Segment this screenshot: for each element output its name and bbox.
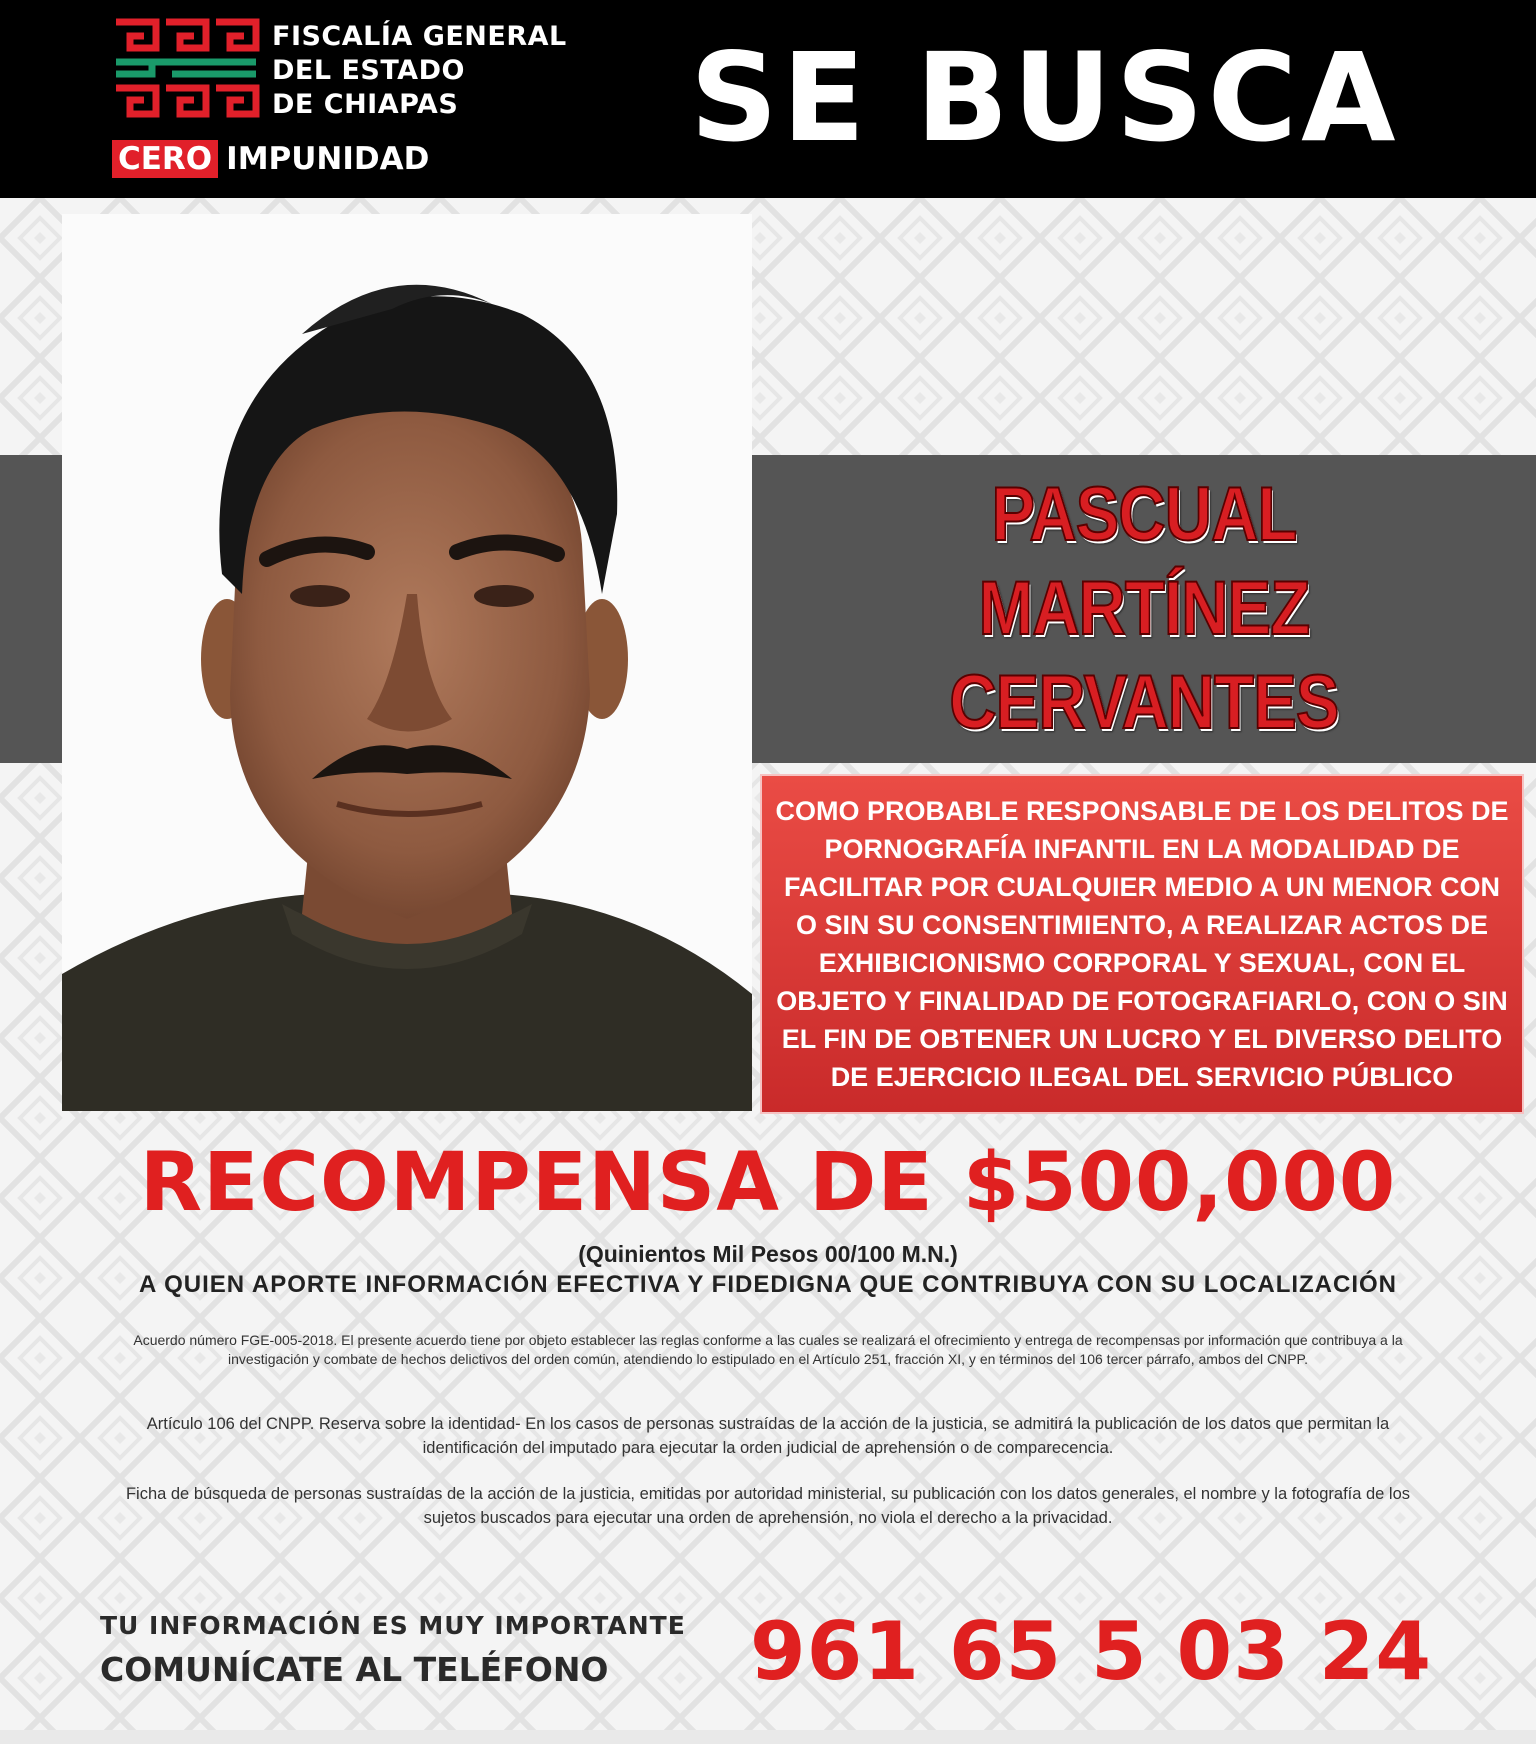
phone-number[interactable]: 961 65 5 03 24 (750, 1605, 1433, 1698)
contact-line-2: COMUNÍCATE AL TELÉFONO (100, 1650, 609, 1689)
slogan-badge (112, 140, 218, 178)
org-line-2: DEL ESTADO (272, 55, 465, 86)
header-bar (0, 0, 1536, 198)
legal-paragraph-3: Ficha de búsqueda de personas sustraídas de la acción de la justicia, emitidas por autoridad ministerial, su publicación con los datos generales, el nombre y la fotografía de los sujetos buscados para ejecutar una orden de aprehensión, no viola el derecho a la privacidad. (125, 1485, 1411, 1527)
suspect-name (807, 468, 1481, 750)
name-line-2: MARTÍNEZ (978, 566, 1310, 651)
page-title: SE BUSCA (690, 27, 1400, 169)
reward-condition: A QUIEN APORTE INFORMACIÓN EFECTIVA Y FIDEDIGNA QUE CONTRIBUYA CON SU LOCALIZACIÓN (138, 1271, 1398, 1298)
organization-name (272, 20, 567, 122)
grey-band-left (0, 455, 62, 763)
charge-description-box (762, 776, 1522, 1112)
name-line-1: PASCUAL (991, 472, 1297, 557)
slogan-red-text: CERO (118, 141, 213, 177)
charge-text: COMO PROBABLE RESPONSABLE DE LOS DELITOS DE PORNOGRAFÍA INFANTIL EN LA MODALIDAD DE FACILITAR POR CUALQUIER MEDIO A UN MENOR CON O SIN SU CONSENTIMIENTO, A REALIZAR ACTOS DE EXHIBICIONISMO CORPORAL Y SEXUAL, CON EL OBJETO Y FINALIDAD DE FOTOGRAFIARLO, CON O SIN EL FIN DE OBTENER UN LUCRO Y EL DIVERSO DELITO DE EJERCICIO ILEGAL DEL SERVICIO PÚBLICO (775, 796, 1509, 1092)
name-line-3: CERVANTES (949, 660, 1339, 745)
portrait-illustration (62, 214, 752, 1111)
slogan-text: IMPUNIDAD (226, 141, 430, 177)
reward-headline: RECOMPENSA DE $500,000 (139, 1136, 1397, 1230)
legal-paragraph-1: Acuerdo número FGE-005-2018. El presente acuerdo tiene por objeto establecer las reglas conforme a las cuales se realizará el ofrecimiento y entrega de recompensas por información que contribuya a la investigación y combate de hechos delictivos del orden común, atendiendo lo estipulado en el Artículo 251, fracción XI, y en términos del 106 tercer párrafo, ambos del CNPP. (133, 1332, 1403, 1367)
org-line-1: FISCALÍA GENERAL (272, 21, 567, 52)
contact-prompt (100, 1605, 686, 1693)
slogan (112, 140, 429, 178)
fiscalia-logo-icon (112, 18, 260, 118)
reward-amount-words: (Quinientos Mil Pesos 00/100 M.N.) (578, 1241, 958, 1267)
contact-line-1: TU INFORMACIÓN ES MUY IMPORTANTE (100, 1611, 686, 1640)
legal-paragraph-2: Artículo 106 del CNPP. Reserva sobre la identidad- En los casos de personas sustraídas de la acción de la justicia, se admitirá la publicación de los datos que permitan la identificación del imputado para ejecutar la orden judicial de aprehensión o de comparecencia. (146, 1415, 1390, 1457)
org-line-3: DE CHIAPAS (272, 89, 459, 120)
bottom-strip (0, 1730, 1536, 1744)
suspect-photo (62, 214, 752, 1111)
